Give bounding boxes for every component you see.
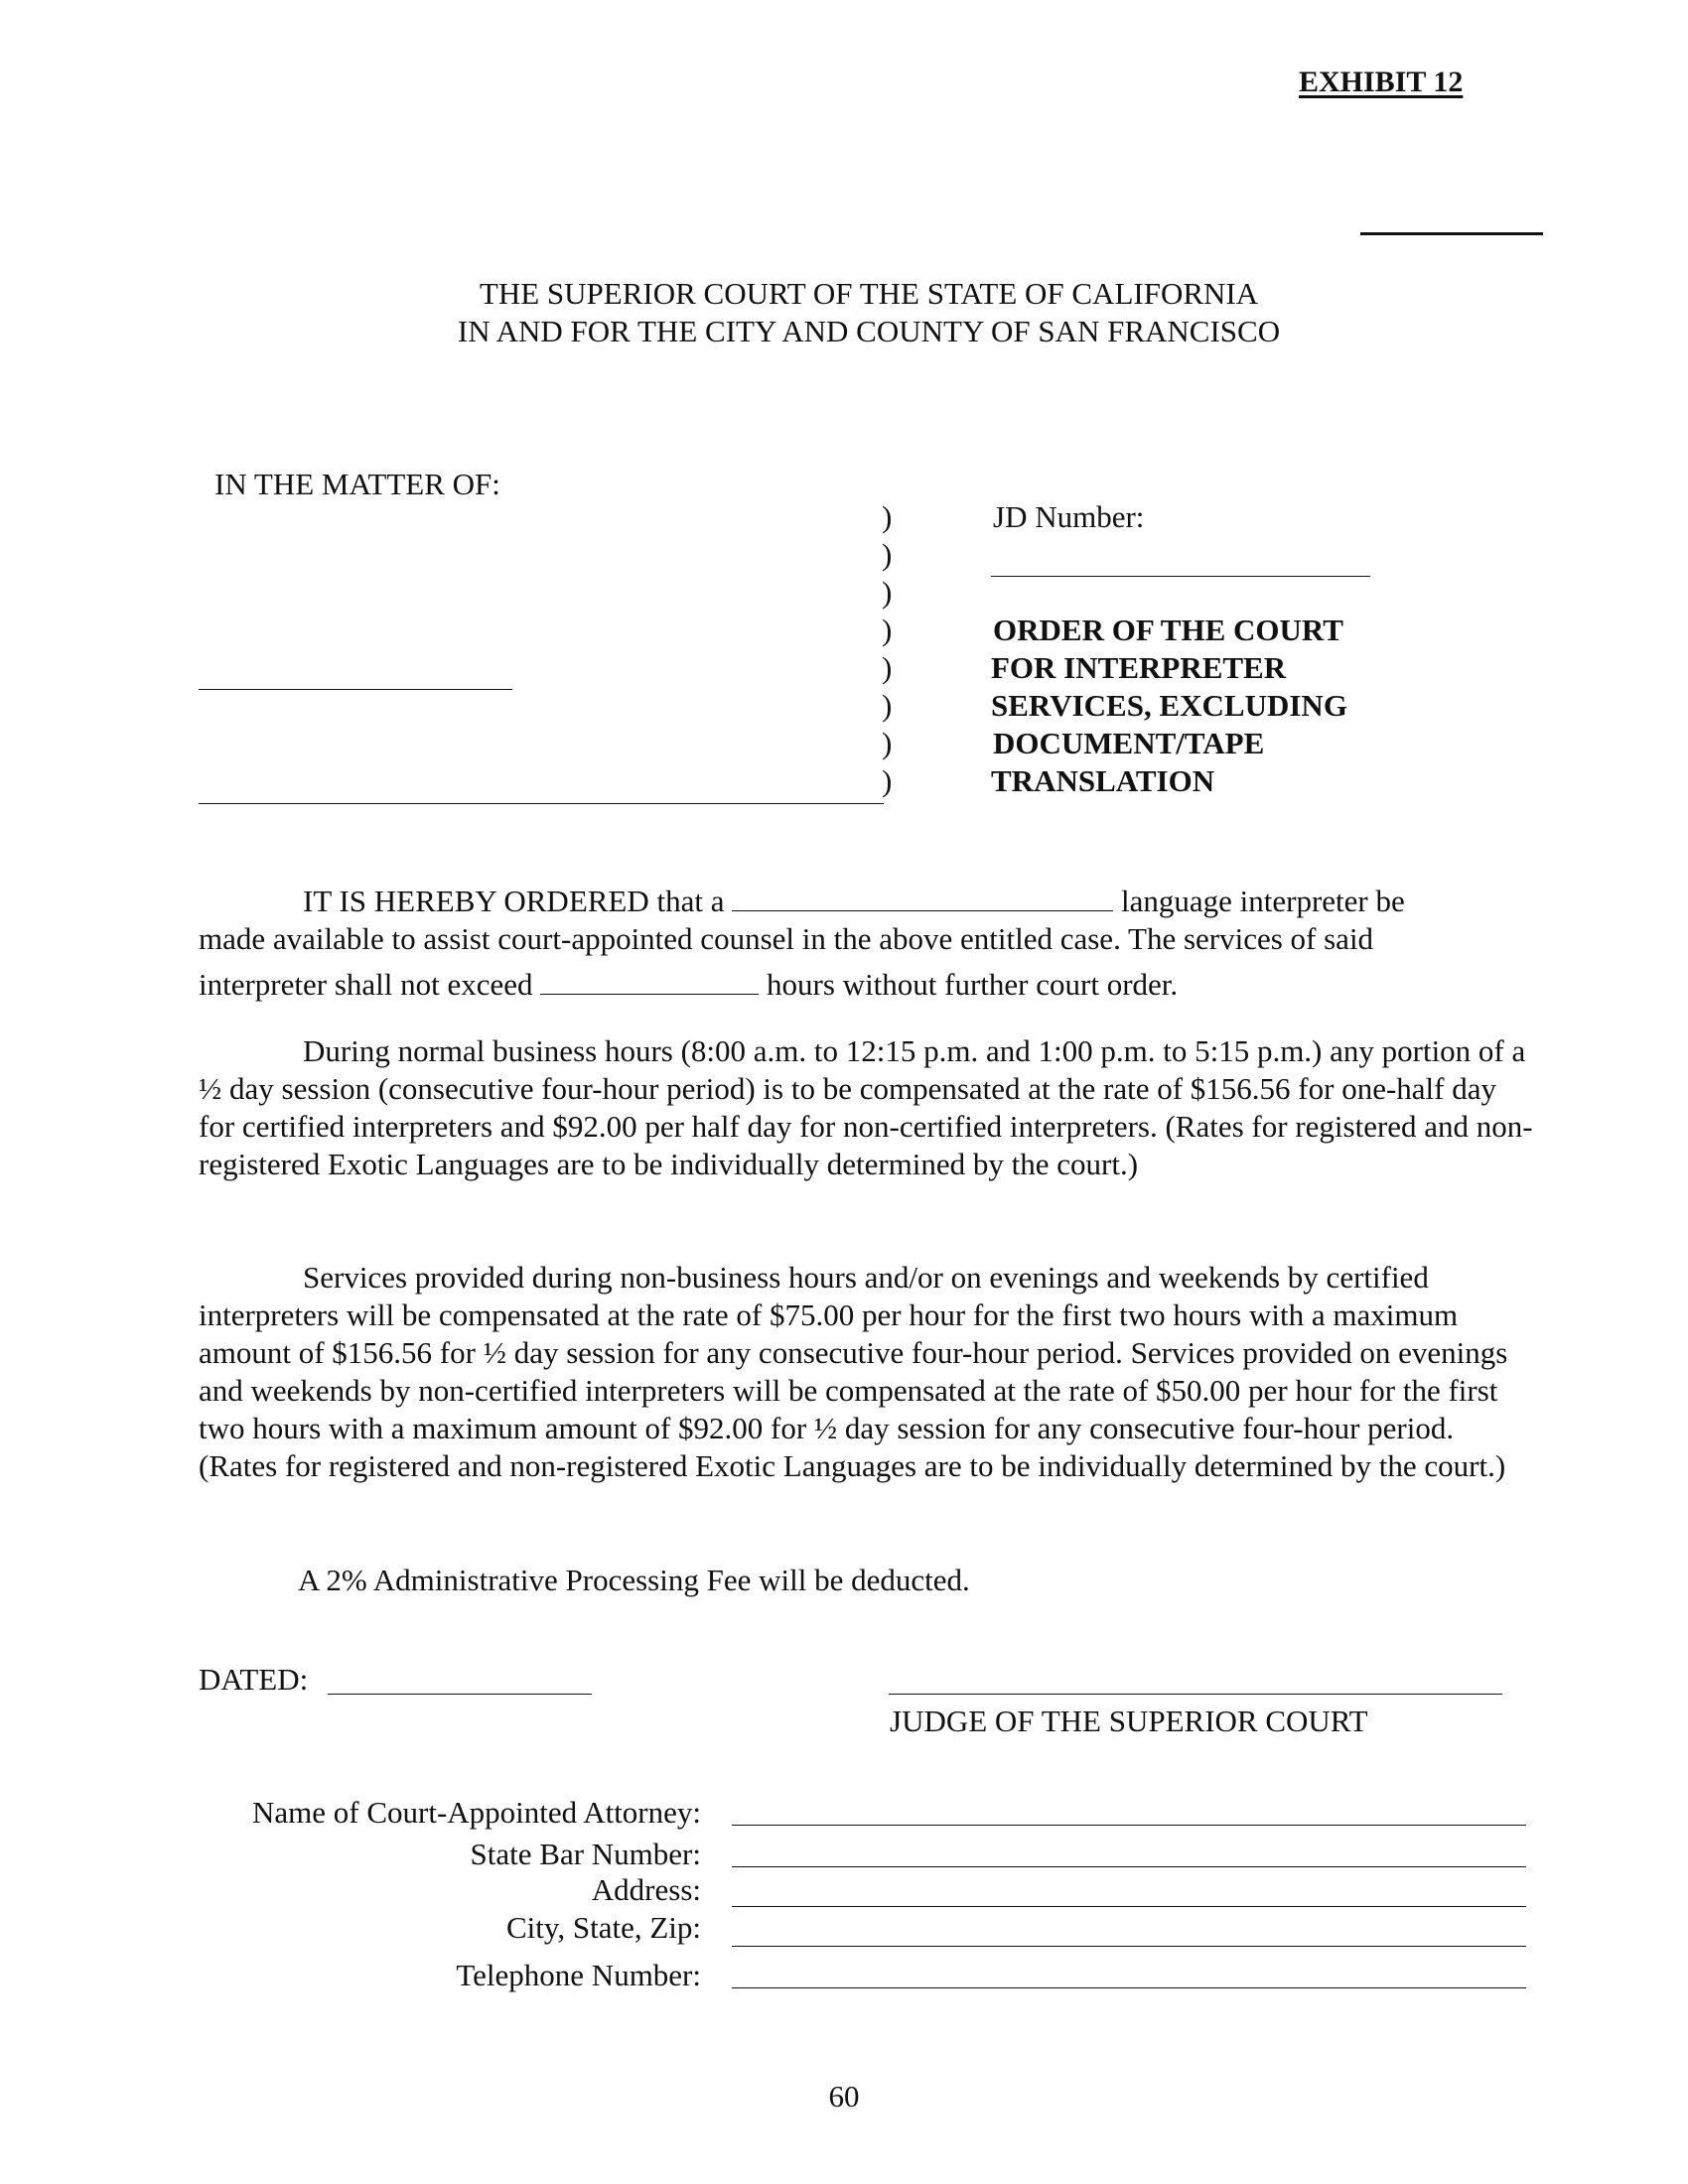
caption-paren: ) <box>882 726 893 760</box>
jd-number-line <box>991 576 1370 577</box>
fee-paragraph: A 2% Administrative Processing Fee will be deducted. <box>298 1563 970 1597</box>
date-line <box>328 1694 592 1695</box>
party-name-line <box>199 689 512 690</box>
business-hours-paragraph: During normal business hours (8:00 a.m. to 12:15 p.m. and 1:00 p.m. to 5:15 p.m.) any portion of a ½ day session (consecutive four-hour period) is to be compensated at the rate of $156.56 for one-half day for certified interpreters and $92.00 per half day for non-certified interpreters. (Rates for registered and non-registered Exotic Languages are to be individually determined by the court.) <box>199 1033 1533 1181</box>
caption-paren: ) <box>882 537 893 572</box>
top-right-rule <box>1360 232 1543 235</box>
order-title-line: SERVICES, EXCLUDING <box>991 688 1347 723</box>
judge-signature-line <box>889 1694 1502 1695</box>
telephone-label: Telephone Number: <box>456 1958 701 1992</box>
language-blank <box>732 888 1113 911</box>
order-text: hours without further court order. <box>767 967 1179 1002</box>
order-text: IT IS HEREBY ORDERED that a <box>303 884 725 918</box>
telephone-line <box>732 1987 1526 1988</box>
order-text: interpreter shall not exceed <box>199 967 533 1002</box>
city-state-zip-label: City, State, Zip: <box>505 1910 701 1945</box>
exhibit-label: EXHIBIT 12 <box>1299 66 1464 98</box>
page-number: 60 <box>828 2079 860 2114</box>
order-text: made available to assist court-appointed counsel in the above entitled case. The services of said <box>199 921 1374 956</box>
state-bar-label: State Bar Number: <box>470 1837 701 1871</box>
caption-paren: ) <box>882 688 893 723</box>
attorney-name-line <box>732 1825 1526 1826</box>
order-title-line: DOCUMENT/TAPE <box>993 726 1265 760</box>
caption-paren: ) <box>882 613 893 647</box>
dated-label: DATED: <box>199 1662 309 1697</box>
court-header-line2: IN AND FOR THE CITY AND COUNTY OF SAN FRANCISCO <box>457 314 1281 348</box>
order-text: language interpreter be <box>1121 884 1405 918</box>
caption-paren: ) <box>882 575 893 610</box>
non-business-hours-paragraph: Services provided during non-business hours and/or on evenings and weekends by certified interpreters will be compensated at the rate of $75.00 per hour for the first two hours with a maximum amount of $156.56 for ½ day session for any consecutive four-hour period. Services provided on evenings and weekends by non-certified interpreters will be compensated at the rate of $50.00 per hour for the first two hours with a maximum amount of $92.00 for ½ day session for any consecutive four-hour period. (Rates for registered and non-registered Exotic Languages are to be individually determined by the court.) <box>199 1260 1508 1483</box>
address-line <box>732 1906 1526 1907</box>
jd-number-label: JD Number: <box>993 499 1145 534</box>
caption-paren: ) <box>882 499 893 534</box>
order-title-line: FOR INTERPRETER <box>991 650 1287 685</box>
state-bar-line <box>732 1866 1526 1867</box>
caption-paren: ) <box>882 763 893 798</box>
party-name-line-2 <box>199 803 884 804</box>
hours-blank <box>540 972 759 995</box>
attorney-name-label: Name of Court-Appointed Attorney: <box>252 1795 701 1830</box>
order-title-line: TRANSLATION <box>991 763 1215 798</box>
judge-label: JUDGE OF THE SUPERIOR COURT <box>890 1704 1368 1738</box>
caption-paren: ) <box>882 650 893 685</box>
city-state-zip-line <box>732 1946 1526 1947</box>
order-title-line: ORDER OF THE COURT <box>993 613 1343 647</box>
matter-label: IN THE MATTER OF: <box>214 467 500 501</box>
court-header-line1: THE SUPERIOR COURT OF THE STATE OF CALIFORNIA <box>479 276 1259 311</box>
address-label: Address: <box>591 1872 701 1907</box>
